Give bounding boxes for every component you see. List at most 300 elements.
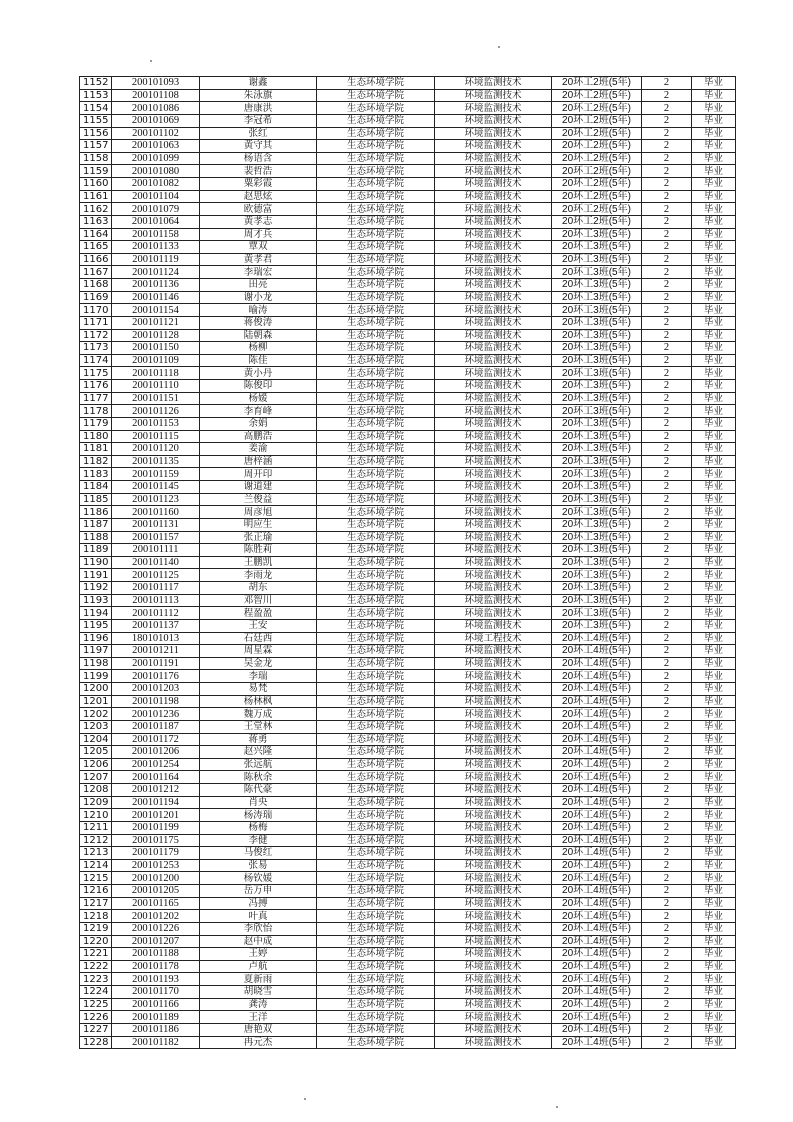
table-row	[80, 708, 736, 721]
table-row	[80, 796, 736, 809]
major-cell: 环境监测技术	[435, 203, 552, 216]
student-id-cell: 200101140	[112, 556, 200, 569]
table-row	[80, 77, 736, 90]
roster-body	[80, 77, 736, 1049]
college-cell: 生态环境学院	[317, 821, 435, 834]
major-cell: 环境监测技术	[435, 897, 552, 910]
status-cell: 毕业	[692, 468, 736, 481]
college-cell: 生态环境学院	[317, 114, 435, 127]
class-cell: 20环工3班(5年)	[552, 291, 642, 304]
class-cell: 20环工3班(5年)	[552, 518, 642, 531]
row-number-cell: 1214	[80, 859, 112, 872]
college-cell: 生态环境学院	[317, 619, 435, 632]
status-cell: 毕业	[692, 556, 736, 569]
row-number-cell: 1216	[80, 885, 112, 898]
table-row	[80, 493, 736, 506]
status-cell: 毕业	[692, 455, 736, 468]
student-name-cell: 石廷西	[200, 632, 317, 645]
student-name-cell: 胡东	[200, 582, 317, 595]
table-row	[80, 152, 736, 165]
college-cell: 生态环境学院	[317, 544, 435, 557]
study-years-cell: 2	[642, 392, 692, 405]
college-cell: 生态环境学院	[317, 190, 435, 203]
student-id-cell: 200101128	[112, 329, 200, 342]
study-years-cell: 2	[642, 657, 692, 670]
student-name-cell: 肖央	[200, 796, 317, 809]
study-years-cell: 2	[642, 329, 692, 342]
major-cell: 环境监测技术	[435, 455, 552, 468]
study-years-cell: 2	[642, 683, 692, 696]
status-cell: 毕业	[692, 973, 736, 986]
major-cell: 环境监测技术	[435, 847, 552, 860]
study-years-cell: 2	[642, 215, 692, 228]
scan-dust	[556, 1106, 558, 1108]
study-years-cell: 2	[642, 77, 692, 90]
college-cell: 生态环境学院	[317, 380, 435, 393]
class-cell: 20环工2班(5年)	[552, 178, 642, 191]
status-cell: 毕业	[692, 140, 736, 153]
class-cell: 20环工3班(5年)	[552, 443, 642, 456]
student-id-cell: 200101082	[112, 178, 200, 191]
student-name-cell: 周开印	[200, 468, 317, 481]
college-cell: 生态环境学院	[317, 1036, 435, 1049]
major-cell: 环境监测技术	[435, 885, 552, 898]
row-number-cell: 1168	[80, 279, 112, 292]
student-id-cell: 200101104	[112, 190, 200, 203]
table-row	[80, 114, 736, 127]
class-cell: 20环工2班(5年)	[552, 127, 642, 140]
row-number-cell: 1156	[80, 127, 112, 140]
study-years-cell: 2	[642, 405, 692, 418]
status-cell: 毕业	[692, 746, 736, 759]
student-id-cell: 200101086	[112, 102, 200, 115]
status-cell: 毕业	[692, 1011, 736, 1024]
student-id-cell: 200101159	[112, 468, 200, 481]
row-number-cell: 1205	[80, 746, 112, 759]
class-cell: 20环工3班(5年)	[552, 468, 642, 481]
college-cell: 生态环境学院	[317, 986, 435, 999]
college-cell: 生态环境学院	[317, 102, 435, 115]
college-cell: 生态环境学院	[317, 89, 435, 102]
student-name-cell: 明应生	[200, 518, 317, 531]
major-cell: 环境监测技术	[435, 960, 552, 973]
table-row	[80, 569, 736, 582]
student-name-cell: 张远航	[200, 758, 317, 771]
table-row	[80, 102, 736, 115]
major-cell: 环境监测技术	[435, 683, 552, 696]
status-cell: 毕业	[692, 77, 736, 90]
college-cell: 生态环境学院	[317, 973, 435, 986]
status-cell: 毕业	[692, 279, 736, 292]
student-id-cell: 200101172	[112, 733, 200, 746]
student-id-cell: 200101212	[112, 784, 200, 797]
class-cell: 20环工4班(5年)	[552, 935, 642, 948]
student-name-cell: 冯搏	[200, 897, 317, 910]
status-cell: 毕业	[692, 329, 736, 342]
table-row	[80, 594, 736, 607]
college-cell: 生态环境学院	[317, 203, 435, 216]
table-row	[80, 632, 736, 645]
study-years-cell: 2	[642, 910, 692, 923]
college-cell: 生态环境学院	[317, 178, 435, 191]
college-cell: 生态环境学院	[317, 910, 435, 923]
major-cell: 环境监测技术	[435, 809, 552, 822]
college-cell: 生态环境学院	[317, 342, 435, 355]
study-years-cell: 2	[642, 455, 692, 468]
college-cell: 生态环境学院	[317, 859, 435, 872]
student-name-cell: 黄守其	[200, 140, 317, 153]
student-name-cell: 赵思炫	[200, 190, 317, 203]
row-number-cell: 1196	[80, 632, 112, 645]
class-cell: 20环工2班(5年)	[552, 140, 642, 153]
table-row	[80, 215, 736, 228]
row-number-cell: 1206	[80, 758, 112, 771]
major-cell: 环境监测技术	[435, 178, 552, 191]
class-cell: 20环工3班(5年)	[552, 569, 642, 582]
major-cell: 环境监测技术	[435, 859, 552, 872]
study-years-cell: 2	[642, 241, 692, 254]
table-row	[80, 1023, 736, 1036]
row-number-cell: 1184	[80, 481, 112, 494]
table-row	[80, 518, 736, 531]
study-years-cell: 2	[642, 935, 692, 948]
student-name-cell: 陈秋余	[200, 771, 317, 784]
major-cell: 环境监测技术	[435, 392, 552, 405]
student-name-cell: 吴金龙	[200, 657, 317, 670]
row-number-cell: 1194	[80, 607, 112, 620]
table-row	[80, 506, 736, 519]
college-cell: 生态环境学院	[317, 354, 435, 367]
college-cell: 生态环境学院	[317, 657, 435, 670]
class-cell: 20环工4班(5年)	[552, 758, 642, 771]
study-years-cell: 2	[642, 594, 692, 607]
student-id-cell: 200101111	[112, 544, 200, 557]
class-cell: 20环工4班(5年)	[552, 986, 642, 999]
college-cell: 生态环境学院	[317, 695, 435, 708]
status-cell: 毕业	[692, 771, 736, 784]
class-cell: 20环工4班(5年)	[552, 885, 642, 898]
status-cell: 毕业	[692, 986, 736, 999]
major-cell: 环境监测技术	[435, 329, 552, 342]
status-cell: 毕业	[692, 809, 736, 822]
study-years-cell: 2	[642, 885, 692, 898]
table-row	[80, 1011, 736, 1024]
major-cell: 环境监测技术	[435, 405, 552, 418]
student-name-cell: 李雨龙	[200, 569, 317, 582]
status-cell: 毕业	[692, 443, 736, 456]
college-cell: 生态环境学院	[317, 796, 435, 809]
student-name-cell: 叶真	[200, 910, 317, 923]
student-id-cell: 200101125	[112, 569, 200, 582]
study-years-cell: 2	[642, 746, 692, 759]
college-cell: 生态环境学院	[317, 367, 435, 380]
row-number-cell: 1183	[80, 468, 112, 481]
student-name-cell: 喻涛	[200, 304, 317, 317]
student-name-cell: 卢航	[200, 960, 317, 973]
status-cell: 毕业	[692, 922, 736, 935]
college-cell: 生态环境学院	[317, 632, 435, 645]
college-cell: 生态环境学院	[317, 468, 435, 481]
status-cell: 毕业	[692, 203, 736, 216]
table-row	[80, 405, 736, 418]
student-id-cell: 200101179	[112, 847, 200, 860]
study-years-cell: 2	[642, 291, 692, 304]
major-cell: 环境监测技术	[435, 506, 552, 519]
college-cell: 生态环境学院	[317, 316, 435, 329]
class-cell: 20环工4班(5年)	[552, 1023, 642, 1036]
major-cell: 环境监测技术	[435, 89, 552, 102]
status-cell: 毕业	[692, 910, 736, 923]
graduation-roster-table	[79, 76, 736, 1049]
class-cell: 20环工3班(5年)	[552, 455, 642, 468]
status-cell: 毕业	[692, 758, 736, 771]
status-cell: 毕业	[692, 569, 736, 582]
student-id-cell: 200101069	[112, 114, 200, 127]
class-cell: 20环工3班(5年)	[552, 531, 642, 544]
student-name-cell: 张正瑜	[200, 531, 317, 544]
row-number-cell: 1185	[80, 493, 112, 506]
student-name-cell: 胡晓雪	[200, 986, 317, 999]
row-number-cell: 1224	[80, 986, 112, 999]
class-cell: 20环工2班(5年)	[552, 114, 642, 127]
status-cell: 毕业	[692, 657, 736, 670]
college-cell: 生态环境学院	[317, 556, 435, 569]
college-cell: 生态环境学院	[317, 493, 435, 506]
status-cell: 毕业	[692, 152, 736, 165]
student-id-cell: 200101123	[112, 493, 200, 506]
class-cell: 20环工4班(5年)	[552, 922, 642, 935]
class-cell: 20环工4班(5年)	[552, 708, 642, 721]
status-cell: 毕业	[692, 190, 736, 203]
class-cell: 20环工4班(5年)	[552, 1011, 642, 1024]
study-years-cell: 2	[642, 556, 692, 569]
scan-dust	[150, 60, 152, 62]
student-id-cell: 200101136	[112, 279, 200, 292]
major-cell: 环境监测技术	[435, 645, 552, 658]
row-number-cell: 1197	[80, 645, 112, 658]
class-cell: 20环工3班(5年)	[552, 607, 642, 620]
scan-dust	[498, 46, 500, 48]
row-number-cell: 1192	[80, 582, 112, 595]
student-id-cell: 200101188	[112, 948, 200, 961]
status-cell: 毕业	[692, 683, 736, 696]
row-number-cell: 1169	[80, 291, 112, 304]
table-row	[80, 922, 736, 935]
class-cell: 20环工2班(5年)	[552, 152, 642, 165]
student-name-cell: 唐康洪	[200, 102, 317, 115]
student-name-cell: 欧德富	[200, 203, 317, 216]
status-cell: 毕业	[692, 114, 736, 127]
row-number-cell: 1209	[80, 796, 112, 809]
status-cell: 毕业	[692, 417, 736, 430]
table-row	[80, 683, 736, 696]
row-number-cell: 1199	[80, 670, 112, 683]
major-cell: 环境监测技术	[435, 834, 552, 847]
college-cell: 生态环境学院	[317, 784, 435, 797]
row-number-cell: 1154	[80, 102, 112, 115]
major-cell: 环境监测技术	[435, 771, 552, 784]
student-name-cell: 杨涛瑞	[200, 809, 317, 822]
study-years-cell: 2	[642, 228, 692, 241]
student-id-cell: 200101160	[112, 506, 200, 519]
major-cell: 环境监测技术	[435, 935, 552, 948]
class-cell: 20环工3班(5年)	[552, 228, 642, 241]
major-cell: 环境监测技术	[435, 973, 552, 986]
student-id-cell: 200101158	[112, 228, 200, 241]
status-cell: 毕业	[692, 178, 736, 191]
student-id-cell: 200101207	[112, 935, 200, 948]
student-id-cell: 200101108	[112, 89, 200, 102]
student-name-cell: 赵兴隆	[200, 746, 317, 759]
row-number-cell: 1211	[80, 821, 112, 834]
class-cell: 20环工4班(5年)	[552, 720, 642, 733]
student-id-cell: 200101154	[112, 304, 200, 317]
major-cell: 环境监测技术	[435, 417, 552, 430]
table-row	[80, 998, 736, 1011]
class-cell: 20环工3班(5年)	[552, 304, 642, 317]
row-number-cell: 1182	[80, 455, 112, 468]
row-number-cell: 1202	[80, 708, 112, 721]
college-cell: 生态环境学院	[317, 481, 435, 494]
table-row	[80, 607, 736, 620]
college-cell: 生态环境学院	[317, 140, 435, 153]
table-row	[80, 619, 736, 632]
study-years-cell: 2	[642, 518, 692, 531]
student-name-cell: 王鹏凯	[200, 556, 317, 569]
student-id-cell: 200101099	[112, 152, 200, 165]
class-cell: 20环工4班(5年)	[552, 973, 642, 986]
major-cell: 环境监测技术	[435, 468, 552, 481]
class-cell: 20环工4班(5年)	[552, 645, 642, 658]
student-id-cell: 200101236	[112, 708, 200, 721]
status-cell: 毕业	[692, 165, 736, 178]
student-name-cell: 李瑞宏	[200, 266, 317, 279]
table-row	[80, 695, 736, 708]
table-row	[80, 304, 736, 317]
row-number-cell: 1157	[80, 140, 112, 153]
table-row	[80, 809, 736, 822]
study-years-cell: 2	[642, 569, 692, 582]
row-number-cell: 1152	[80, 77, 112, 90]
status-cell: 毕业	[692, 821, 736, 834]
student-id-cell: 200101131	[112, 518, 200, 531]
study-years-cell: 2	[642, 380, 692, 393]
study-years-cell: 2	[642, 1011, 692, 1024]
row-number-cell: 1213	[80, 847, 112, 860]
major-cell: 环境监测技术	[435, 1036, 552, 1049]
row-number-cell: 1215	[80, 872, 112, 885]
class-cell: 20环工4班(5年)	[552, 834, 642, 847]
student-id-cell: 200101115	[112, 430, 200, 443]
class-cell: 20环工2班(5年)	[552, 190, 642, 203]
row-number-cell: 1178	[80, 405, 112, 418]
class-cell: 20环工3班(5年)	[552, 481, 642, 494]
student-id-cell: 200101170	[112, 986, 200, 999]
study-years-cell: 2	[642, 468, 692, 481]
class-cell: 20环工4班(5年)	[552, 632, 642, 645]
student-name-cell: 陈佳	[200, 354, 317, 367]
table-row	[80, 859, 736, 872]
row-number-cell: 1201	[80, 695, 112, 708]
class-cell: 20环工4班(5年)	[552, 746, 642, 759]
college-cell: 生态环境学院	[317, 266, 435, 279]
row-number-cell: 1190	[80, 556, 112, 569]
class-cell: 20环工3班(5年)	[552, 380, 642, 393]
status-cell: 毕业	[692, 720, 736, 733]
table-row	[80, 380, 736, 393]
row-number-cell: 1175	[80, 367, 112, 380]
major-cell: 环境监测技术	[435, 784, 552, 797]
student-name-cell: 杨钦媛	[200, 872, 317, 885]
table-row	[80, 986, 736, 999]
major-cell: 环境监测技术	[435, 619, 552, 632]
major-cell: 环境监测技术	[435, 481, 552, 494]
class-cell: 20环工3班(5年)	[552, 316, 642, 329]
study-years-cell: 2	[642, 619, 692, 632]
class-cell: 20环工4班(5年)	[552, 859, 642, 872]
college-cell: 生态环境学院	[317, 165, 435, 178]
college-cell: 生态环境学院	[317, 935, 435, 948]
college-cell: 生态环境学院	[317, 872, 435, 885]
student-id-cell: 200101198	[112, 695, 200, 708]
status-cell: 毕业	[692, 847, 736, 860]
student-name-cell: 王婷	[200, 948, 317, 961]
table-row	[80, 910, 736, 923]
table-row	[80, 89, 736, 102]
major-cell: 环境监测技术	[435, 228, 552, 241]
table-row	[80, 582, 736, 595]
row-number-cell: 1200	[80, 683, 112, 696]
college-cell: 生态环境学院	[317, 1011, 435, 1024]
status-cell: 毕业	[692, 998, 736, 1011]
major-cell: 环境监测技术	[435, 165, 552, 178]
student-name-cell: 程盈盈	[200, 607, 317, 620]
major-cell: 环境监测技术	[435, 367, 552, 380]
study-years-cell: 2	[642, 821, 692, 834]
table-row	[80, 834, 736, 847]
student-name-cell: 张红	[200, 127, 317, 140]
major-cell: 环境监测技术	[435, 102, 552, 115]
study-years-cell: 2	[642, 203, 692, 216]
student-id-cell: 200101175	[112, 834, 200, 847]
major-cell: 环境监测技术	[435, 910, 552, 923]
student-id-cell: 200101137	[112, 619, 200, 632]
student-id-cell: 200101151	[112, 392, 200, 405]
study-years-cell: 2	[642, 733, 692, 746]
class-cell: 20环工3班(5年)	[552, 392, 642, 405]
row-number-cell: 1180	[80, 430, 112, 443]
college-cell: 生态环境学院	[317, 455, 435, 468]
major-cell: 环境监测技术	[435, 291, 552, 304]
student-name-cell: 朱泳旗	[200, 89, 317, 102]
student-id-cell: 200101146	[112, 291, 200, 304]
student-id-cell: 200101200	[112, 872, 200, 885]
student-name-cell: 杨柳	[200, 342, 317, 355]
study-years-cell: 2	[642, 354, 692, 367]
class-cell: 20环工3班(5年)	[552, 266, 642, 279]
table-row	[80, 481, 736, 494]
table-row	[80, 544, 736, 557]
status-cell: 毕业	[692, 493, 736, 506]
status-cell: 毕业	[692, 241, 736, 254]
student-name-cell: 周星霖	[200, 645, 317, 658]
study-years-cell: 2	[642, 872, 692, 885]
college-cell: 生态环境学院	[317, 834, 435, 847]
row-number-cell: 1204	[80, 733, 112, 746]
major-cell: 环境监测技术	[435, 821, 552, 834]
study-years-cell: 2	[642, 266, 692, 279]
major-cell: 环境监测技术	[435, 266, 552, 279]
